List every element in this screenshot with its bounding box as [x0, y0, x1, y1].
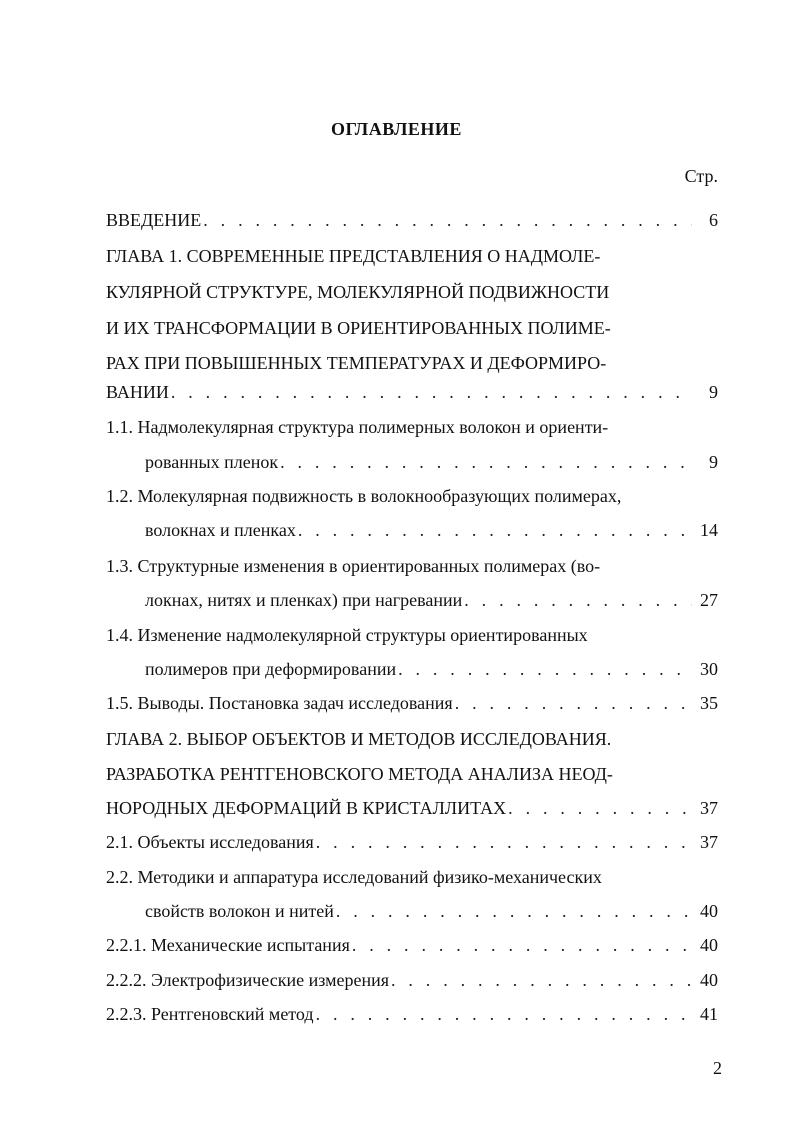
toc-page-number: 37 — [700, 798, 718, 818]
toc-page-number: 40 — [700, 970, 718, 990]
dot-leader — [391, 967, 692, 993]
toc-page-number: 30 — [700, 659, 718, 679]
dot-leader — [398, 656, 692, 682]
toc-section-2-2-1[interactable] — [106, 932, 718, 958]
dot-leader — [352, 932, 692, 958]
toc-entry-text: полимеров при деформировании — [145, 659, 397, 679]
dot-leader — [298, 517, 692, 543]
toc-entry-introduction[interactable] — [106, 207, 718, 233]
toc-section-2-2-last-line[interactable] — [145, 898, 718, 924]
toc-section-2-1[interactable] — [106, 829, 718, 855]
toc-entry-text: 2.2.1. Механические испытания — [106, 935, 350, 955]
toc-entry-text: рованных пленок — [145, 452, 279, 472]
dot-leader — [316, 1001, 692, 1027]
dot-leader — [280, 449, 692, 475]
toc-chapter-2-line-1[interactable]: ГЛАВА 2. ВЫБОР ОБЪЕКТОВ И МЕТОДОВ ИССЛЕДОВАНИЯ. — [106, 729, 612, 749]
toc-section-1-3-last-line[interactable] — [145, 587, 718, 613]
dot-leader — [508, 795, 692, 821]
toc-chapter-1-line-3[interactable]: И ИХ ТРАНСФОРМАЦИИ В ОРИЕНТИРОВАННЫХ ПОЛИМЕ- — [106, 318, 611, 338]
toc-chapter-1-line-1[interactable]: ГЛАВА 1. СОВРЕМЕННЫЕ ПРЕДСТАВЛЕНИЯ О НАДМОЛЕ- — [106, 246, 601, 266]
toc-section-1-4-line-1[interactable]: 1.4. Изменение надмолекулярной структуры ориентированных — [106, 625, 588, 645]
page-title: ОГЛАВЛЕНИЕ — [331, 119, 462, 139]
toc-section-1-1-line-1[interactable]: 1.1. Надмолекулярная структура полимерных волокон и ориенти- — [106, 417, 609, 437]
toc-chapter-2-line-2[interactable]: РАЗРАБОТКА РЕНТГЕНОВСКОГО МЕТОДА АНАЛИЗА НЕОД- — [106, 764, 613, 784]
toc-page-number: 6 — [709, 210, 718, 230]
toc-chapter-1-line-4[interactable]: РАХ ПРИ ПОВЫШЕННЫХ ТЕМПЕРАТУРАХ И ДЕФОРМИРО- — [106, 353, 607, 373]
toc-section-1-1-last-line[interactable] — [145, 449, 718, 475]
toc-section-1-3-line-1[interactable]: 1.3. Структурные изменения в ориентированных полимерах (во- — [106, 556, 601, 576]
toc-entry-text: 2.1. Объекты исследования — [106, 832, 314, 852]
toc-chapter-1-line-2[interactable]: КУЛЯРНОЙ СТРУКТУРЕ, МОЛЕКУЛЯРНОЙ ПОДВИЖНОСТИ — [106, 282, 610, 302]
toc-page-number: 14 — [700, 520, 718, 540]
page-column-label: Стр. — [684, 166, 718, 186]
toc-entry-text: 1.5. Выводы. Постановка задач исследования — [106, 693, 453, 713]
toc-page-number: 9 — [709, 382, 718, 402]
toc-entry-text: волокнах и пленках — [145, 520, 296, 540]
dot-leader — [316, 829, 692, 855]
toc-section-2-2-3[interactable] — [106, 1001, 718, 1027]
page-folio-number: 2 — [713, 1058, 722, 1078]
toc-section-1-5[interactable] — [106, 690, 718, 716]
toc-page-number: 41 — [700, 1004, 718, 1024]
toc-entry-text: локнах, нитях и пленках) при нагревании — [145, 590, 463, 610]
toc-entry-text: 2.2.2. Электрофизические измерения — [106, 970, 389, 990]
dot-leader — [171, 379, 692, 405]
dot-leader — [203, 207, 692, 233]
dot-leader — [455, 690, 692, 716]
toc-section-2-2-2[interactable] — [106, 967, 718, 993]
toc-page-number: 37 — [700, 832, 718, 852]
toc-entry-text: ВВЕДЕНИЕ — [106, 210, 202, 230]
toc-section-1-2-last-line[interactable] — [145, 517, 718, 543]
toc-page-number: 27 — [700, 590, 718, 610]
dot-leader — [464, 587, 692, 613]
toc-entry-text: 2.2.3. Рентгеновский метод — [106, 1004, 314, 1024]
toc-chapter-1-last-line[interactable] — [106, 379, 718, 405]
toc-page-number: 40 — [700, 935, 718, 955]
dot-leader — [336, 898, 692, 924]
toc-page-number: 40 — [700, 901, 718, 921]
toc-page-number: 35 — [700, 693, 718, 713]
toc-section-2-2-line-1[interactable]: 2.2. Методики и аппаратура исследований физико-механических — [106, 867, 602, 887]
toc-entry-text: свойств волокон и нитей — [145, 901, 334, 921]
toc-entry-text: НОРОДНЫХ ДЕФОРМАЦИЙ В КРИСТАЛЛИТАХ — [106, 798, 507, 818]
toc-section-1-4-last-line[interactable] — [145, 656, 718, 682]
toc-chapter-2-last-line[interactable] — [106, 795, 718, 821]
toc-entry-text: ВАНИИ — [106, 382, 169, 402]
toc-section-1-2-line-1[interactable]: 1.2. Молекулярная подвижность в волокнообразующих полимерах, — [106, 486, 622, 506]
toc-page-number: 9 — [709, 452, 718, 472]
